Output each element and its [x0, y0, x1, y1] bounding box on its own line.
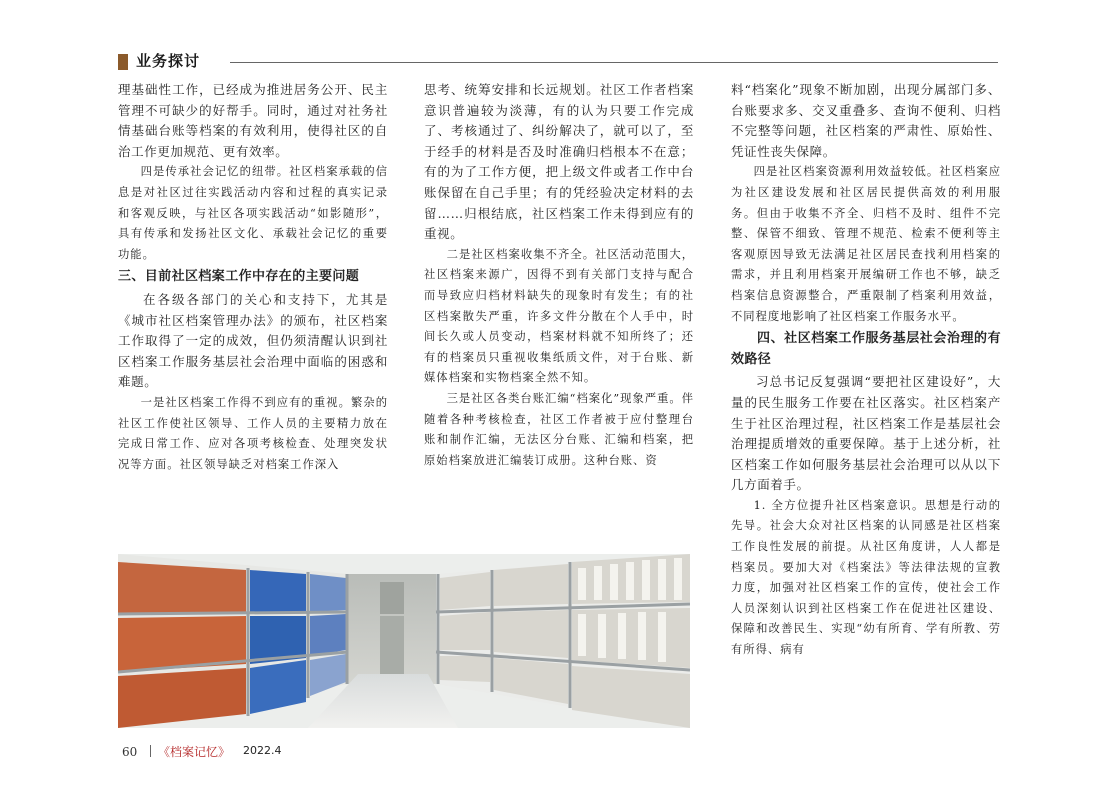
section-heading: 四、社区档案工作服务基层社会治理的有效路径	[731, 331, 1001, 367]
journal-name: 《档案记忆》	[158, 745, 231, 759]
paragraph: 习总书记反复强调“要把社区建设好”，大量的民生服务工作要在社区落实。社区档案产生于社区治理过程，社区档案工作是基层社会治理提质增效的重要保障。基于上述分析，社区档案工作如何服务基层社会治理可以从以下几方面着手。	[731, 374, 1001, 493]
paragraph: 料“档案化”现象不断加剧，出现分属部门多、台账要求多、交叉重叠多、查询不便利、归档不完整等问题，社区档案的严肃性、原始性、凭证性丧失保障。	[731, 82, 1001, 159]
paragraph: 思考、统筹安排和长远规划。社区工作者档案意识普遍较为淡薄，有的认为只要工作完成了、考核通过了、纠纷解决了，就可以了，至于经手的材料是否及时准确归档根本不在意；有的为了工作方便，把上级文件或者工作中台账保留在自己手里；有的凭经验决定材料的去留……归根结底，社区档案工作未得到应有的重视。	[424, 82, 694, 242]
paragraph: 一是社区档案工作得不到应有的重视。繁杂的社区工作使社区领导、工作人员的主要精力放在完成日常工作、应对各项考核检查、处理突发状况等方面。社区领导缺乏对档案工作深入	[118, 395, 388, 471]
article-column-1	[118, 80, 388, 475]
section-title: 业务探讨	[136, 52, 201, 70]
archive-shelves-photo	[118, 554, 690, 728]
paragraph: 在各级各部门的关心和支持下，尤其是《城市社区档案管理办法》的颁布，社区档案工作取得了一定的成效，但仍须清醒认识到社区档案工作服务基层社会治理中面临的困惑和难题。	[118, 291, 388, 390]
issue-number: 2022.4	[243, 744, 282, 757]
article-column-3	[731, 80, 1001, 661]
section-heading: 三、目前社区档案工作中存在的主要问题	[118, 269, 360, 285]
paragraph: 四是社区档案资源利用效益较低。社区档案应为社区建设发展和社区居民提供高效的利用服务。但由于收集不齐全、归档不及时、组件不完整、保管不细致、管理不规范、检索不便利等主客观原因导致无法满足社区居民查找利用档案的需求，并且利用档案开展编研工作也不够，缺乏档案信息资源整合，严重限制了档案利用效益，不同程度地影响了社区档案工作服务水平。	[731, 165, 1001, 323]
paragraph: 二是社区档案收集不齐全。社区活动范围大，社区档案来源广，因得不到有关部门支持与配合而导致应归档材料缺失的现象时有发生；有的社区档案散失严重，许多文件分散在个人手中，时间长久或人员变动，档案材料就不知所终了；还有的档案员只重视收集纸质文件，对于台账、新媒体档案和实物档案全然不知。	[424, 247, 694, 385]
header-divider	[230, 62, 998, 63]
paragraph: 理基础性工作，已经成为推进居务公开、民主管理不可缺少的好帮手。同时，通过对社务社情基础台账等档案的有效利用，使得社区的自治工作更加规范、更有效率。	[118, 82, 388, 159]
archive-shelves-illustration	[118, 554, 690, 728]
footer-divider	[150, 745, 151, 757]
paragraph: 四是传承社会记忆的纽带。社区档案承载的信息是对社区过往实践活动内容和过程的真实记录和客观反映，与社区各项实践活动“如影随形”，具有传承和发扬社区文化、承载社会记忆的重要功能。	[118, 165, 388, 261]
section-marker	[118, 54, 128, 70]
article-column-2	[424, 80, 694, 471]
paragraph: 1. 全方位提升社区档案意识。思想是行动的先导。社会大众对社区档案的认同感是社区档案工作良性发展的前提。从社区角度讲，人人都是档案员。要加大对《档案法》等法律法规的宣教力度，加强对社区档案工作的宣传，使社会工作人员深刻认识到社区档案工作在促进社区建设、保障和改善民生、实现“幼有所育、学有所教、劳有所得、病有	[731, 498, 1001, 657]
page-number: 60	[122, 745, 138, 759]
paragraph: 三是社区各类台账汇编“档案化”现象严重。伴随着各种考核检查，社区工作者被于应付整理台账和制作汇编，无法区分台账、汇编和档案，把原始档案放进汇编装订成册。这种台账、资	[424, 391, 694, 467]
